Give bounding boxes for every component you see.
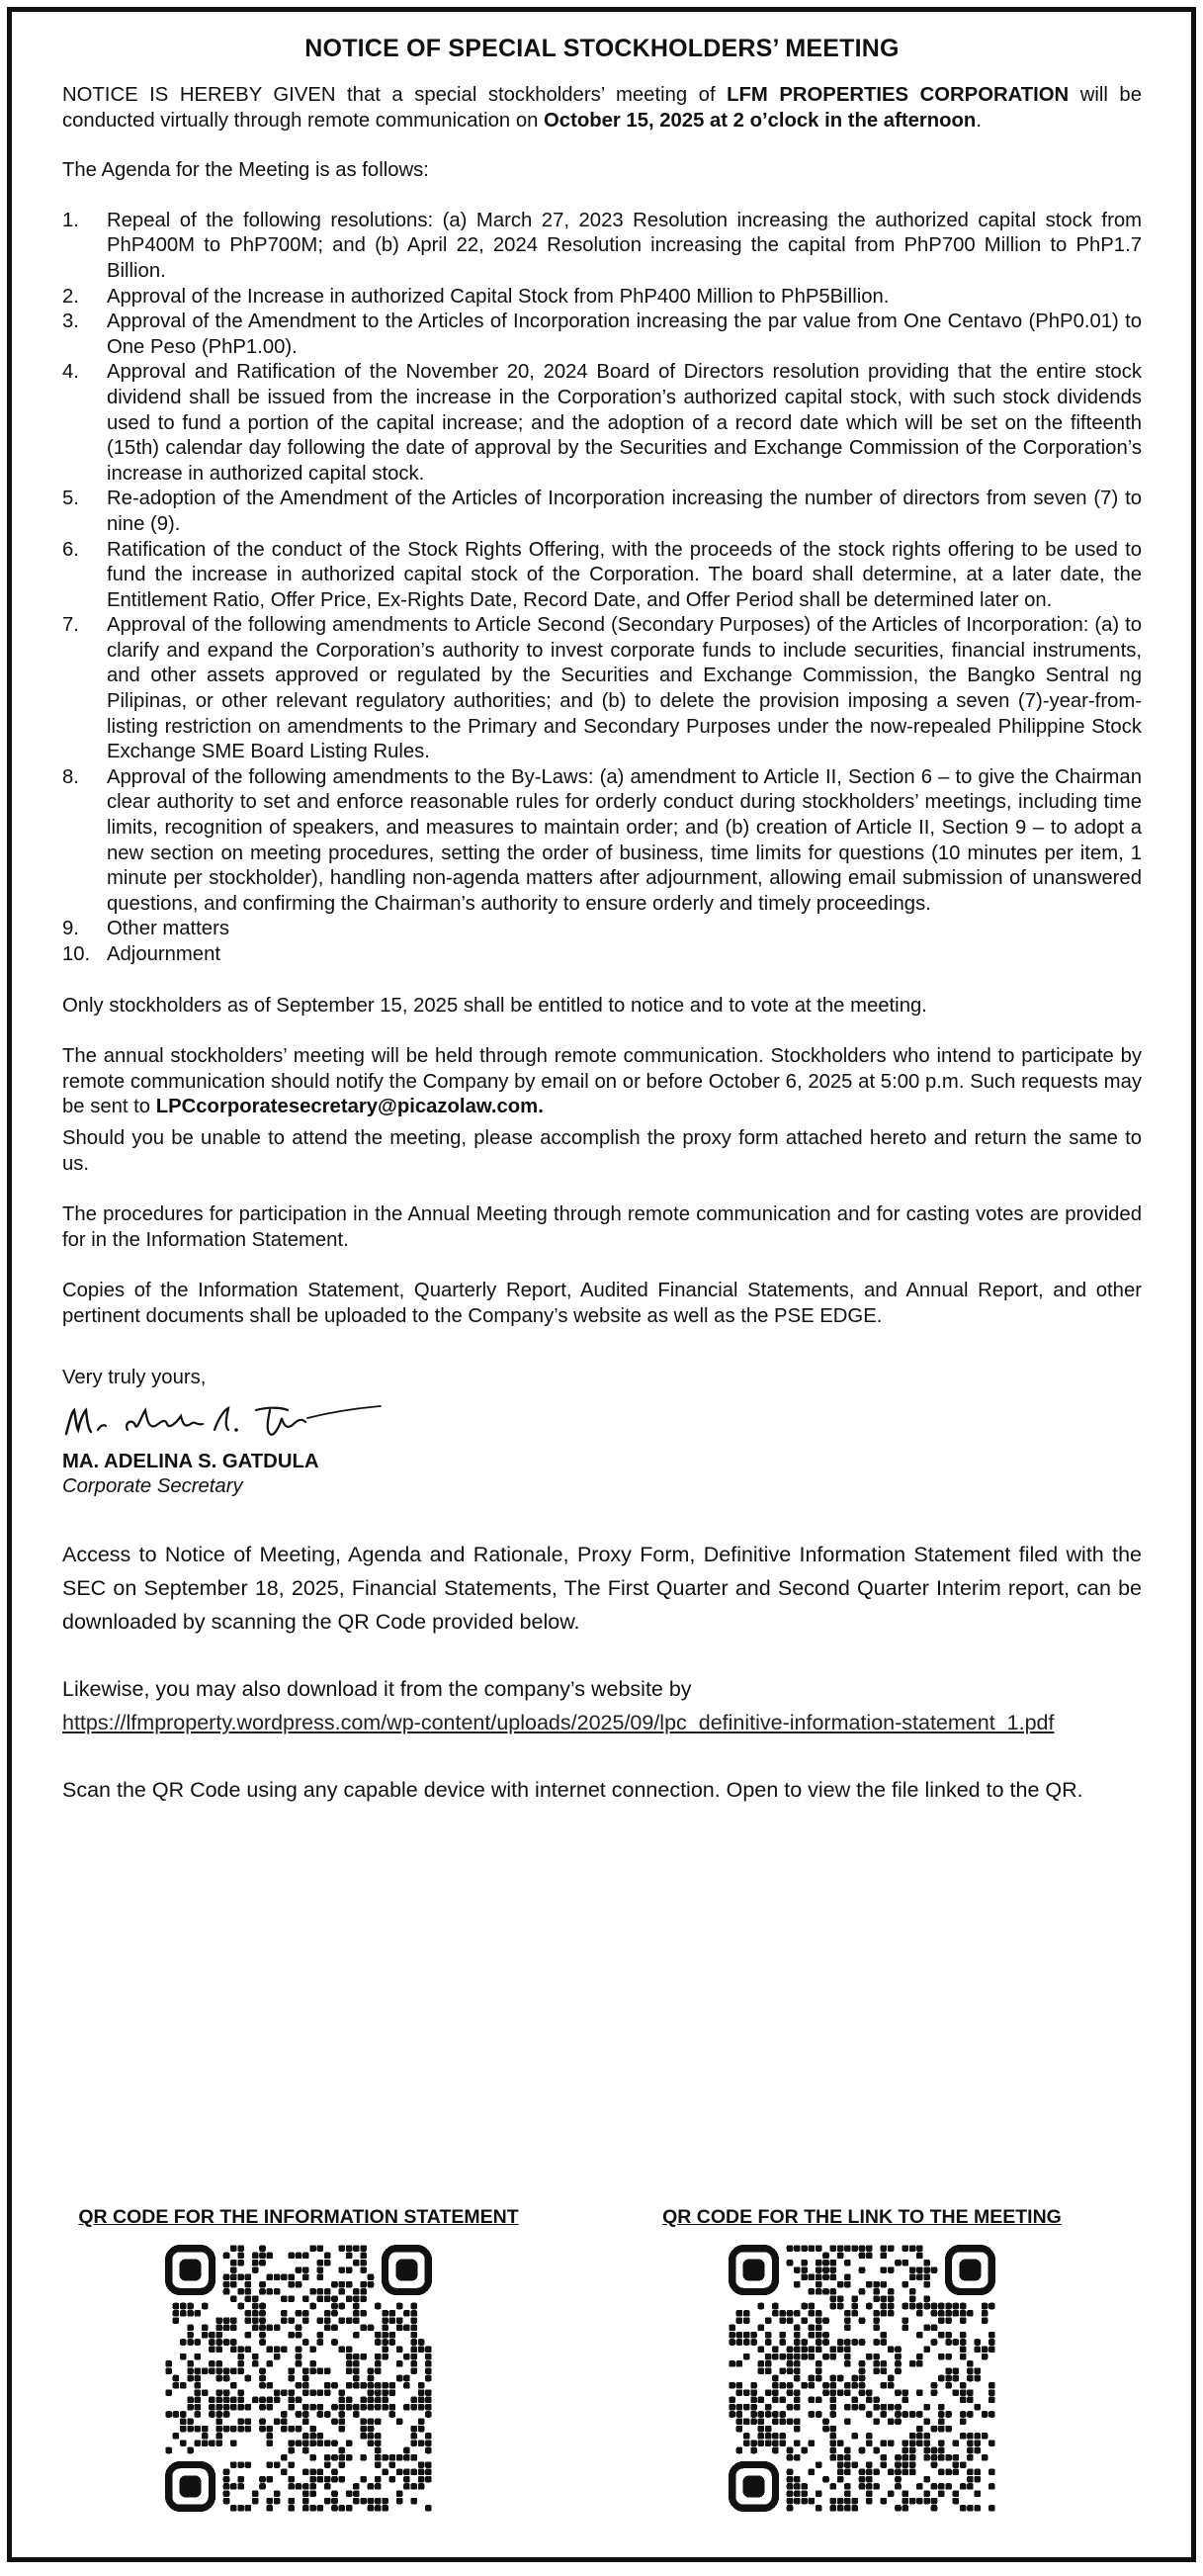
- agenda-item-number: 3.: [62, 311, 79, 333]
- agenda-item-text: Approval of the Amendment to the Articles of Incorporation increasing the par value from One Centavo (PhP0.01) to One Peso (PhP1.00).: [107, 311, 1142, 358]
- remote-email[interactable]: LPCcorporatesecretary@picazolaw.com.: [155, 1096, 544, 1118]
- agenda-item-text: Approval of the following amendments to Article Second (Secondary Purposes) of the Articles of Incorporation: (a) to clarify and expand the Corporation’s authority to invest corporate funds to include securities, financial instruments, and other assets approved or regulated by the Securities and Exchange Commission, the Bangko Sentral ng Pilipinas, or other relevant regulatory authorities; and (b) to delete the provision imposing a seven (7)-year-from-listing restriction on amendments to the Primary and Secondary Purposes under the now-repealed Philippine Stock Exchange SME Board Listing Rules.: [107, 614, 1142, 763]
- agenda-item: [62, 209, 1142, 285]
- remote-text: The annual stockholders’ meeting will be held through remote communication. Stockholders who intend to participate by remote communication should notify the Company by email on or before October 6, 2025 at 5:00 p.m. Such requests may be sent to: [62, 1045, 1142, 1118]
- signature-image: [58, 1396, 385, 1442]
- agenda-item-text: Approval of the following amendments to the By-Laws: (a) amendment to Article II, Section 6 – to give the Chairman clear authority to set and enforce reasonable rules for orderly conduct during stockholders’ meetings, including time limits, recognition of speakers, and measures to maintain order; and (b) creation of Article II, Section 9 – to adopt a new section on meeting procedures, setting the order of business, time limits for questions (10 minutes per item, 1 minute per stockholder), handling non-agenda matters after adjournment, allowing email submission of unanswered questions, and confirming the Chairman’s authority to ensure orderly and timely proceedings.: [107, 765, 1142, 915]
- scan-paragraph: Scan the QR Code using any capable device with internet connection. Open to view the file linked to the QR.: [62, 1777, 1083, 1802]
- agenda-item-number: 9.: [62, 918, 79, 940]
- qr-code-information-statement[interactable]: [165, 2245, 432, 2512]
- agenda-intro: The Agenda for the Meeting is as follows:: [62, 159, 429, 182]
- agenda-item: [62, 942, 1142, 968]
- agenda-item-text: Re-adoption of the Amendment of the Articles of Incorporation increasing the number of directors from seven (7) to nine (9).: [107, 488, 1142, 535]
- company-name: LFM PROPERTIES CORPORATION: [727, 84, 1070, 106]
- agenda-item: [62, 917, 1142, 942]
- agenda-item-number: 7.: [62, 614, 79, 637]
- agenda-item-number: 6.: [62, 538, 79, 561]
- qr-row: [12, 2205, 1191, 2522]
- access-section: [62, 1538, 1142, 1807]
- agenda-item-text: Approval and Ratification of the November 20, 2024 Board of Directors resolution providing that the entire stock dividend shall be issued from the increase in the Corporation’s authorized capital stock, with such stock dividends used to fund a portion of the capital increase; and the adoption of a record date which will be set on the fifteenth (15th) calendar day following the date of approval by the Securities and Exchange Commission of the Corporation’s increase in authorized capital stock.: [107, 361, 1142, 485]
- agenda-list: [62, 209, 1142, 968]
- agenda-item: [62, 613, 1142, 765]
- agenda-item-number: 8.: [62, 765, 79, 788]
- closing-block: [62, 1366, 1142, 1500]
- agenda-item-text: Ratification of the conduct of the Stock Rights Offering, with the proceeds of the stock rights offering to be used to fund the increase in authorized capital stock of the Corporation. The board shall determine, at a later date, the Entitlement Ratio, Offer Price, Ex-Rights Date, Record Date, and Offer Period shall be determined later on.: [107, 538, 1142, 611]
- agenda-item-text: Repeal of the following resolutions: (a) March 27, 2023 Resolution increasing the authorized capital stock from PhP400M to PhP700M; and (b) April 22, 2024 Resolution increasing the capital from PhP700 Million to PhP1.7 Billion.: [107, 209, 1142, 282]
- intro-paragraph: [62, 83, 1142, 133]
- qr-code-meeting-link[interactable]: [729, 2245, 995, 2512]
- signer-title: Corporate Secretary: [62, 1475, 243, 1498]
- record-date-paragraph: Only stockholders as of September 15, 2025 shall be entitled to notice and to vote at the meeting.: [62, 994, 927, 1017]
- agenda-item: [62, 285, 1142, 311]
- qr-title-information-statement: QR CODE FOR THE INFORMATION STATEMENT: [78, 2206, 519, 2228]
- signer-name: MA. ADELINA S. GATDULA: [62, 1450, 319, 1472]
- agenda-item-number: 2.: [62, 285, 79, 308]
- qr-block-information-statement: [42, 2205, 556, 2512]
- qr-block-meeting-link: [605, 2205, 1119, 2512]
- intro-suffix: .: [976, 109, 982, 132]
- access-paragraph: Access to Notice of Meeting, Agenda and Rationale, Proxy Form, Definitive Information Statement filed with the SEC on September 18, 2025, Financial Statements, The First Quarter and Second Quarter Interim report, can be downloaded by scanning the QR Code provided below.: [62, 1542, 1142, 1634]
- notice-content: [62, 34, 1142, 1840]
- copies-paragraph: Copies of the Information Statement, Quarterly Report, Audited Financial Statements, and Annual Report, and other pertinent documents shall be uploaded to the Company’s website as well as the PSE EDGE.: [62, 1280, 1142, 1327]
- meeting-datetime: October 15, 2025 at 2 o’clock in the afternoon: [544, 109, 977, 132]
- agenda-item-number: 4.: [62, 361, 79, 384]
- agenda-item-number: 1.: [62, 209, 79, 231]
- closing-salutation: Very truly yours,: [62, 1366, 207, 1388]
- intro-middle: will be conducted virtually through remote communication on: [62, 84, 1142, 132]
- intro-prefix: NOTICE IS HEREBY GIVEN that a special stockholders’ meeting of: [62, 84, 728, 106]
- agenda-item-number: 10.: [62, 943, 91, 965]
- agenda-item-text: Approval of the Increase in authorized Capital Stock from PhP400 Million to PhP5Billion.: [107, 285, 890, 308]
- procedures-paragraph: The procedures for participation in the Annual Meeting through remote communication and for casting votes are provided for in the Information Statement.: [62, 1203, 1142, 1251]
- proxy-paragraph: Should you be unable to attend the meeting, please accomplish the proxy form attached hereto and return the same to us.: [62, 1126, 1142, 1175]
- qr-title-meeting-link: QR CODE FOR THE LINK TO THE MEETING: [662, 2206, 1062, 2228]
- website-paragraph: [62, 1672, 1142, 1739]
- agenda-item: [62, 310, 1142, 360]
- agenda-item: [62, 360, 1142, 487]
- agenda-item: [62, 538, 1142, 614]
- remote-paragraph: [62, 1044, 1142, 1120]
- agenda-item-text: Adjournment: [107, 943, 220, 965]
- agenda-item: [62, 765, 1142, 918]
- agenda-item-text: Other matters: [107, 918, 229, 940]
- notice-title: NOTICE OF SPECIAL STOCKHOLDERS’ MEETING: [304, 35, 900, 62]
- agenda-item: [62, 487, 1142, 537]
- notice-page: [7, 7, 1196, 2562]
- website-text: Likewise, you may also download it from the company’s website by: [62, 1676, 692, 1701]
- website-link[interactable]: https://lfmproperty.wordpress.com/wp-content/uploads/2025/09/lpc_definitive-information-statement_1.pdf: [62, 1710, 1055, 1734]
- agenda-item-number: 5.: [62, 488, 79, 510]
